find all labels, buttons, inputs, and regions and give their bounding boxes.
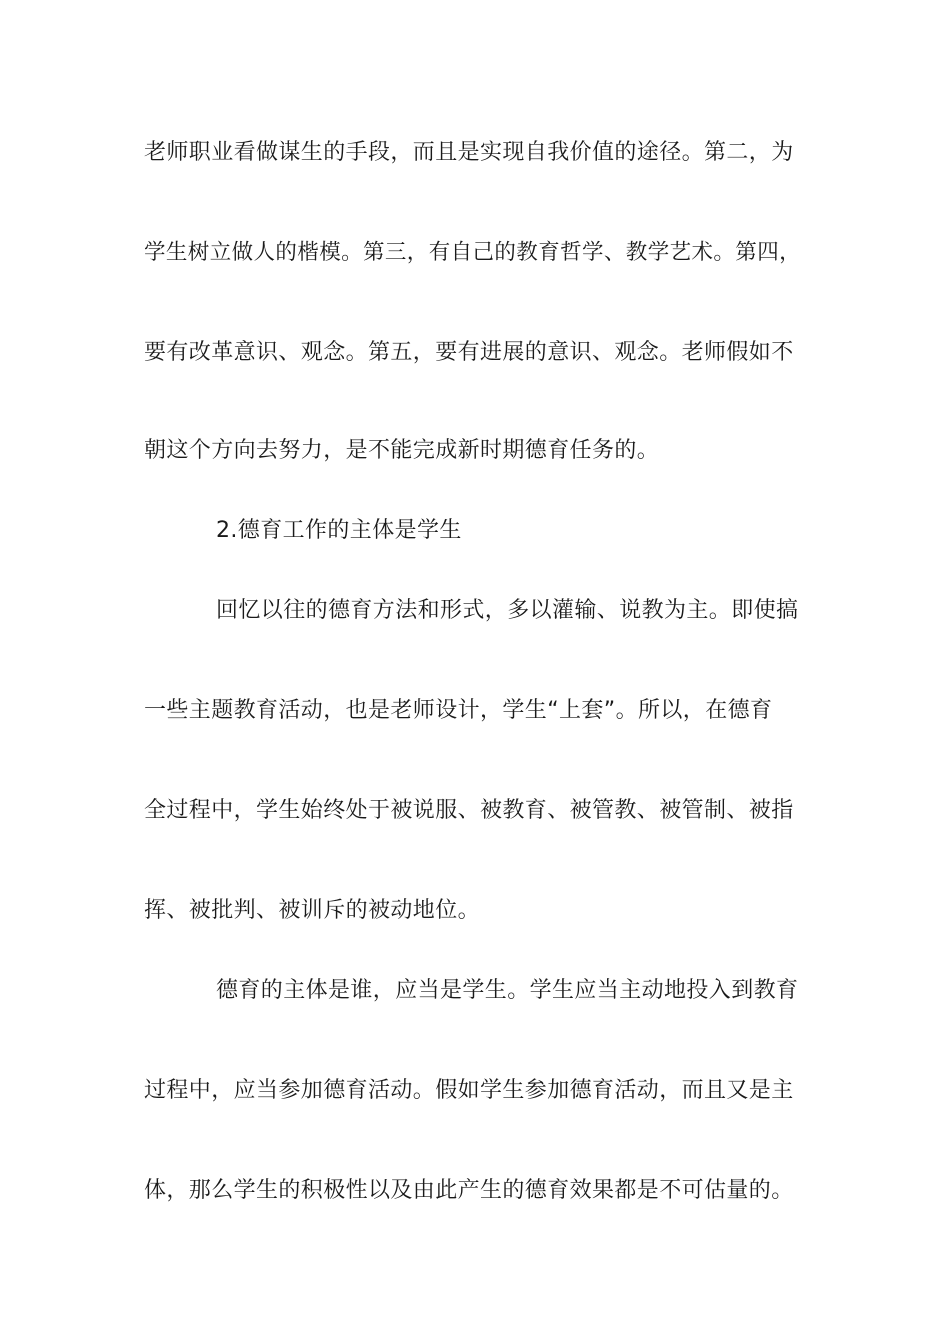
paragraph-line: 德育的主体是谁，应当是学生。学生应当主动地投入到教育 <box>216 978 799 1003</box>
paragraph-line: 体，那么学生的积极性以及由此产生的德育效果都是不可估量的。 <box>144 1178 794 1203</box>
paragraph-line: 一些主题教育活动，也是老师设计，学生“上套”。所以，在德育 <box>144 698 773 723</box>
paragraph-line: 学生树立做人的楷模。第三，有自己的教育哲学、教学艺术。第四， <box>144 240 802 265</box>
paragraph-line: 老师职业看做谋生的手段，而且是实现自我价值的途径。第二，为 <box>144 140 794 165</box>
paragraph-line: 全过程中，学生始终处于被说服、被教育、被管教、被管制、被指 <box>144 798 794 823</box>
paragraph-line: 回忆以往的德育方法和形式，多以灌输、说教为主。即使搞 <box>216 598 799 623</box>
paragraph-line: 朝这个方向去努力，是不能完成新时期德育任务的。 <box>144 438 660 463</box>
section-heading: 2.德育工作的主体是学生 <box>216 518 462 543</box>
paragraph-line: 过程中，应当参加德育活动。假如学生参加德育活动，而且又是主 <box>144 1078 794 1103</box>
paragraph-line: 挥、被批判、被训斥的被动地位。 <box>144 898 481 923</box>
paragraph-line: 要有改革意识、观念。第五，要有进展的意识、观念。老师假如不 <box>144 340 794 365</box>
